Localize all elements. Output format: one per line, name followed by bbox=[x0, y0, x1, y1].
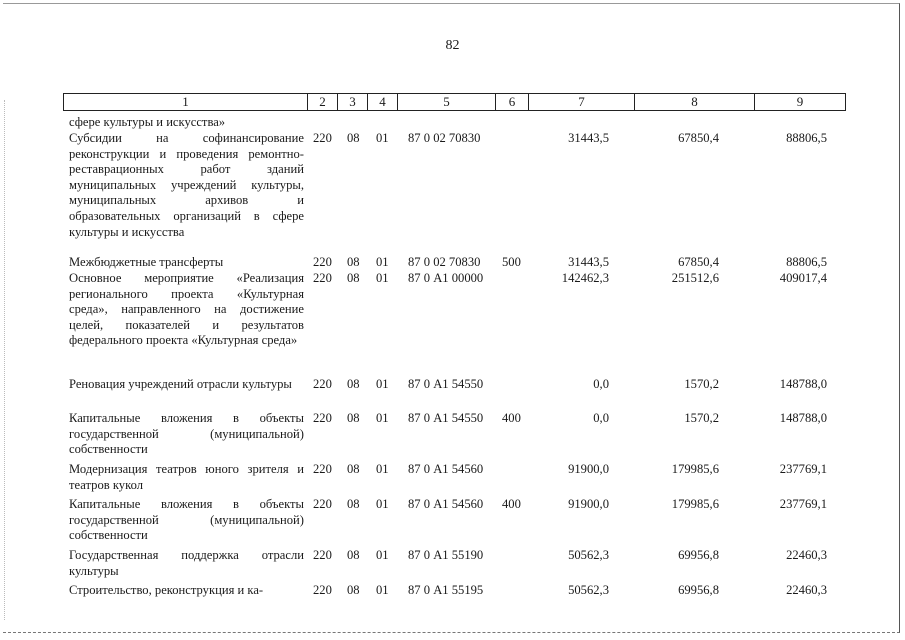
row-code-ministry: 220 bbox=[313, 131, 332, 145]
row-amount-col8: 69956,8 bbox=[678, 583, 719, 597]
row-code-ministry: 220 bbox=[313, 377, 332, 391]
row-code-target: 87 0 А1 55190 bbox=[408, 548, 484, 562]
row-code-ministry: 220 bbox=[313, 548, 332, 562]
row-name: Модернизация театров юного зрителя и театров кукол bbox=[69, 462, 304, 492]
row-amount-col9: 88806,5 bbox=[786, 255, 827, 269]
row-name: Субсидии на софинансирование реконструкции и проведения ремонтно-реставрационных работ зданий муниципальных учреждений культуры, муниципальных архивов и образовательных организаций в сфере культуры и искусства bbox=[69, 131, 304, 239]
row-code-ministry: 220 bbox=[313, 271, 332, 285]
row-code-subsection: 01 bbox=[376, 411, 389, 425]
page-number: 82 bbox=[445, 38, 460, 53]
scan-edge bbox=[4, 100, 7, 620]
row-code-subsection: 01 bbox=[376, 131, 389, 145]
row-amount-col8: 1570,2 bbox=[684, 377, 719, 391]
row-code-subsection: 01 bbox=[376, 271, 389, 285]
row-code-target: 87 0 А1 55195 bbox=[408, 583, 484, 597]
row-amount-col7: 91900,0 bbox=[568, 462, 609, 476]
row-name: сфере культуры и искусства» bbox=[69, 115, 226, 129]
row-amount-col7: 50562,3 bbox=[568, 583, 609, 597]
row-code-target: 87 0 А1 00000 bbox=[408, 271, 484, 285]
header-col-2: 2 bbox=[307, 93, 338, 111]
header-col-1: 1 bbox=[63, 93, 308, 111]
row-code-ministry: 220 bbox=[313, 411, 332, 425]
row-amount-col7: 50562,3 bbox=[568, 548, 609, 562]
row-code-section: 08 bbox=[347, 497, 360, 511]
row-code-target: 87 0 А1 54550 bbox=[408, 377, 484, 391]
row-code-section: 08 bbox=[347, 583, 360, 597]
row-code-section: 08 bbox=[347, 462, 360, 476]
header-col-9: 9 bbox=[754, 93, 846, 111]
row-amount-col7: 31443,5 bbox=[568, 131, 609, 145]
row-code-subsection: 01 bbox=[376, 548, 389, 562]
row-code-ministry: 220 bbox=[313, 462, 332, 476]
row-amount-col8: 251512,6 bbox=[671, 271, 719, 285]
row-code-ministry: 220 bbox=[313, 497, 332, 511]
row-amount-col7: 142462,3 bbox=[561, 271, 609, 285]
row-code-section: 08 bbox=[347, 131, 360, 145]
header-col-3: 3 bbox=[337, 93, 368, 111]
row-amount-col7: 31443,5 bbox=[568, 255, 609, 269]
row-code-subsection: 01 bbox=[376, 377, 389, 391]
header-col-7: 7 bbox=[528, 93, 635, 111]
row-amount-col9: 88806,5 bbox=[786, 131, 827, 145]
row-code-expense-type: 500 bbox=[502, 255, 521, 269]
header-col-8: 8 bbox=[634, 93, 755, 111]
row-code-target: 87 0 А1 54560 bbox=[408, 462, 484, 476]
row-amount-col9: 22460,3 bbox=[786, 583, 827, 597]
row-code-expense-type: 400 bbox=[502, 497, 521, 511]
row-amount-col8: 179985,6 bbox=[671, 462, 719, 476]
row-amount-col7: 0,0 bbox=[593, 411, 609, 425]
row-code-target: 87 0 02 70830 bbox=[408, 131, 481, 145]
row-amount-col9: 237769,1 bbox=[779, 462, 827, 476]
row-code-subsection: 01 bbox=[376, 255, 389, 269]
row-code-ministry: 220 bbox=[313, 255, 332, 269]
row-code-target: 87 0 А1 54560 bbox=[408, 497, 484, 511]
row-code-subsection: 01 bbox=[376, 462, 389, 476]
row-code-target: 87 0 02 70830 bbox=[408, 255, 481, 269]
row-name: Строительство, реконструкция и ка- bbox=[69, 583, 264, 597]
row-code-expense-type: 400 bbox=[502, 411, 521, 425]
header-col-5: 5 bbox=[397, 93, 496, 111]
row-amount-col8: 67850,4 bbox=[678, 255, 719, 269]
row-amount-col9: 22460,3 bbox=[786, 548, 827, 562]
row-amount-col8: 69956,8 bbox=[678, 548, 719, 562]
row-code-subsection: 01 bbox=[376, 583, 389, 597]
row-name: Капитальные вложения в объекты государственной (муниципальной) собственности bbox=[69, 411, 304, 457]
header-col-4: 4 bbox=[367, 93, 398, 111]
table-header-row bbox=[63, 93, 846, 111]
row-name: Основное мероприятие «Реализация регионального проекта «Культурная среда», направленного на достижение целей, показателей и результатов федерального проекта «Культурная среда» bbox=[69, 271, 304, 348]
row-amount-col8: 67850,4 bbox=[678, 131, 719, 145]
row-amount-col9: 237769,1 bbox=[779, 497, 827, 511]
row-name: Межбюджетные трансферты bbox=[69, 255, 224, 269]
row-amount-col9: 409017,4 bbox=[779, 271, 827, 285]
row-name: Капитальные вложения в объекты государственной (муниципальной) собственности bbox=[69, 497, 304, 543]
row-amount-col7: 0,0 bbox=[593, 377, 609, 391]
row-amount-col9: 148788,0 bbox=[779, 377, 827, 391]
row-code-section: 08 bbox=[347, 377, 360, 391]
row-amount-col8: 179985,6 bbox=[671, 497, 719, 511]
header-col-6: 6 bbox=[495, 93, 529, 111]
row-amount-col8: 1570,2 bbox=[684, 411, 719, 425]
row-code-target: 87 0 А1 54550 bbox=[408, 411, 484, 425]
row-code-section: 08 bbox=[347, 271, 360, 285]
row-name: Государственная поддержка отрасли культуры bbox=[69, 548, 304, 578]
row-code-section: 08 bbox=[347, 255, 360, 269]
row-code-section: 08 bbox=[347, 548, 360, 562]
row-name: Реновация учреждений отрасли культуры bbox=[69, 377, 292, 391]
row-amount-col9: 148788,0 bbox=[779, 411, 827, 425]
row-amount-col7: 91900,0 bbox=[568, 497, 609, 511]
row-code-section: 08 bbox=[347, 411, 360, 425]
row-code-subsection: 01 bbox=[376, 497, 389, 511]
row-code-ministry: 220 bbox=[313, 583, 332, 597]
